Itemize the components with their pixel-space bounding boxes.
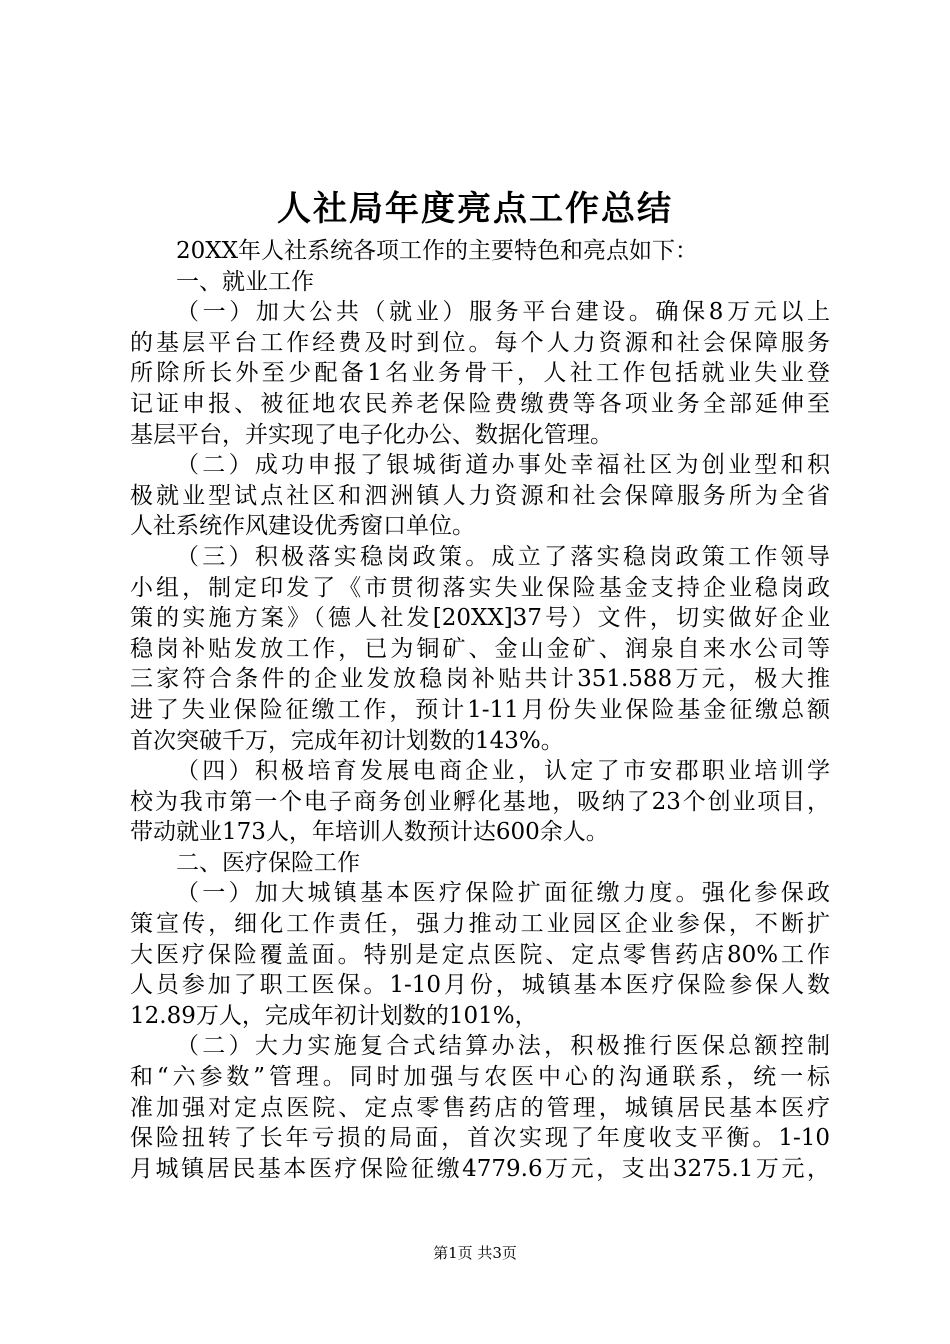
paragraph-line: 12.89万人，完成年初计划数的101%， (130, 1002, 538, 1029)
paragraph-line: 所除所长外至少配备1名业务骨干，人社工作包括就业失业登 (130, 360, 830, 387)
paragraph-line: 校为我市第一个电子商务创业孵化基地，吸纳了23个创业项目， (130, 788, 830, 815)
paragraph-line: 人员参加了职工医保。1-10月份，城镇基本医疗保险参保人数 (130, 972, 830, 999)
paragraph-line: （二）大力实施复合式结算办法，积极推行医保总额控制 (176, 1033, 830, 1060)
paragraph-line: 保险扭转了长年亏损的局面，首次实现了年度收支平衡。1-10 (130, 1125, 830, 1152)
paragraph-line: 极就业型试点社区和泗洲镇人力资源和社会保障服务所为全省 (130, 482, 830, 509)
paragraph-line: （三）积极落实稳岗政策。成立了落实稳岗政策工作领导 (176, 543, 830, 570)
paragraph-line: 策的实施方案》（德人社发[20XX]37号）文件，切实做好企业 (130, 605, 830, 632)
paragraph-line: 基层平台，并实现了电子化办公、数据化管理。 (130, 421, 613, 448)
section-heading-medical: 二、医疗保险工作 (176, 849, 360, 876)
paragraph-line: 进了失业保险征缴工作，预计1-11月份失业保险基金征缴总额 (130, 696, 830, 723)
intro-line: 20XX年人社系统各项工作的主要特色和亮点如下： (176, 238, 699, 264)
paragraph-line: （四）积极培育发展电商企业，认定了市安郡职业培训学 (176, 758, 830, 785)
paragraph-line: 大医疗保险覆盖面。特别是定点医院、定点零售药店80%工作 (130, 941, 830, 968)
paragraph-line: 带动就业173人，年培训人数预计达600余人。 (130, 819, 609, 846)
paragraph-line: （一）加大城镇基本医疗保险扩面征缴力度。强化参保政 (176, 880, 830, 907)
page-footer: 第1页 共3页 (433, 1244, 517, 1262)
paragraph-line: 三家符合条件的企业发放稳岗补贴共计351.588万元，极大推 (130, 666, 830, 693)
paragraph-line: 的基层平台工作经费及时到位。每个人力资源和社会保障服务 (130, 329, 830, 356)
paragraph-line: 记证申报、被征地农民养老保险费缴费等各项业务全部延伸至 (130, 390, 830, 417)
document-title: 人社局年度亮点工作总结 (277, 189, 673, 229)
paragraph-line: 月城镇居民基本医疗保险征缴4779.6万元，支出3275.1万元， (130, 1155, 830, 1182)
paragraph-line: 和“六参数”管理。同时加强与农医中心的沟通联系，统一标 (130, 1064, 830, 1091)
paragraph-line: 稳岗补贴发放工作，已为铜矿、金山金矿、润泉自来水公司等 (130, 635, 830, 662)
document-body (130, 236, 830, 1184)
paragraph-line: 人社系统作风建设优秀窗口单位。 (130, 513, 475, 540)
paragraph-line: 策宣传，细化工作责任，强力推动工业园区企业参保，不断扩 (130, 911, 830, 938)
section-heading-employment: 一、就业工作 (176, 268, 314, 295)
paragraph-line: （二）成功申报了银城街道办事处幸福社区为创业型和积 (176, 452, 830, 479)
paragraph-line: 小组，制定印发了《市贯彻落实失业保险基金支持企业稳岗政 (130, 574, 830, 601)
paragraph-line: （一）加大公共（就业）服务平台建设。确保8万元以上 (176, 299, 830, 326)
paragraph-line: 准加强对定点医院、定点零售药店的管理，城镇居民基本医疗 (130, 1094, 830, 1121)
paragraph-line: 首次突破千万，完成年初计划数的143%。 (130, 727, 564, 754)
